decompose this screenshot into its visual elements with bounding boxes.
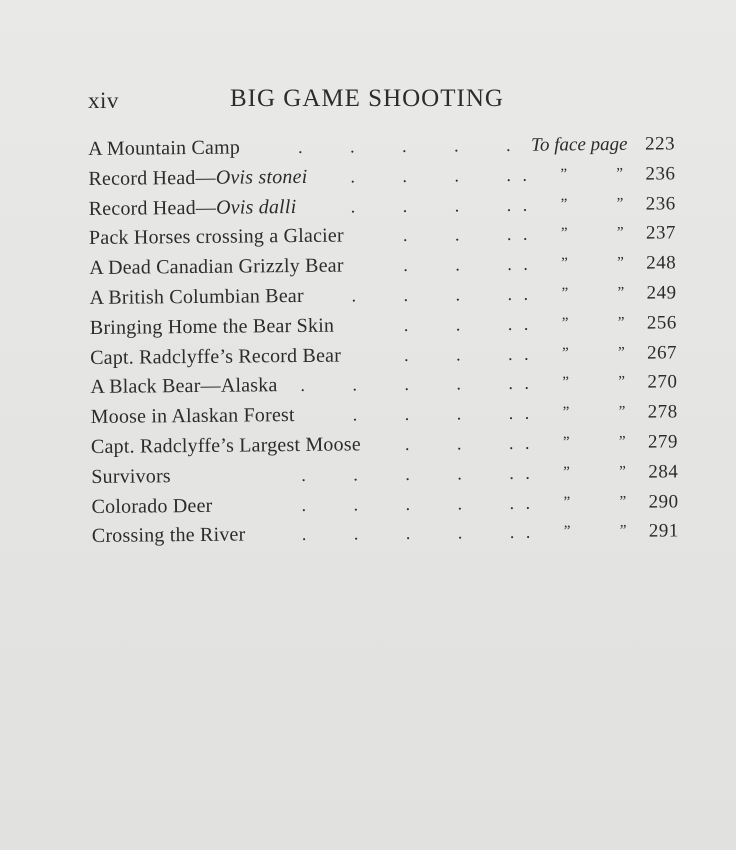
- ditto-mark: ”: [619, 493, 626, 510]
- ditto-mark: ”: [619, 463, 626, 480]
- leader-dot: .: [300, 375, 306, 396]
- leader-dot: .: [525, 462, 530, 483]
- leader-dot: .: [524, 402, 530, 423]
- plate-title: Capt. Radclyffe’s Record Bear: [90, 344, 342, 369]
- leader-dot: .: [454, 165, 459, 186]
- leader-dot: .: [507, 283, 513, 304]
- plate-title: Colorado Deer: [91, 494, 213, 518]
- leader-dot: .: [507, 254, 512, 275]
- page-number: 290: [648, 490, 679, 513]
- leader-dot: .: [524, 432, 530, 453]
- page-number: 236: [645, 163, 676, 185]
- leader-dot: .: [522, 194, 528, 215]
- ditto-mark: ”: [617, 284, 624, 301]
- leader-dot: .: [403, 255, 408, 276]
- page-number: 249: [646, 282, 677, 304]
- ditto-mark: ”: [616, 165, 623, 182]
- leader-dot: .: [403, 314, 409, 335]
- leader-dot: .: [525, 492, 531, 513]
- leader-dot: .: [455, 314, 461, 335]
- leader-dot: .: [454, 135, 459, 156]
- page-folio: xiv: [88, 88, 119, 113]
- plate-title: Crossing the River: [91, 523, 246, 548]
- leader-dot: .: [403, 284, 409, 305]
- ditto-mark: ”: [618, 433, 625, 450]
- leader-dot: .: [455, 284, 461, 305]
- leader-dot: .: [456, 373, 462, 394]
- ditto-mark: ”: [617, 255, 624, 272]
- plate-title: Capt. Radclyffe’s Largest Moose: [90, 433, 361, 458]
- page-number: 237: [645, 222, 677, 245]
- leader-dot: .: [404, 404, 410, 425]
- ditto-mark: ”: [561, 315, 568, 332]
- leader-dot: .: [506, 134, 511, 155]
- leader-dot: .: [405, 523, 411, 544]
- leader-dot: .: [454, 224, 460, 245]
- page-number: 248: [646, 252, 677, 274]
- leader-dot: .: [506, 194, 512, 215]
- leader-dot: .: [405, 463, 410, 484]
- leader-dot: .: [522, 224, 528, 245]
- list-item: [92, 516, 702, 552]
- page-number: 270: [647, 371, 678, 394]
- leader-dot: .: [350, 136, 355, 157]
- leader-dot: .: [524, 373, 529, 394]
- plate-title-italic: Ovis dalli: [215, 195, 297, 219]
- ditto-mark: ”: [617, 314, 624, 331]
- leader-dot: .: [509, 492, 515, 513]
- leader-dot: .: [353, 464, 358, 485]
- ditto-mark: ”: [562, 404, 569, 421]
- leader-dot: .: [352, 404, 358, 425]
- leader-dot: .: [350, 166, 356, 187]
- page-number: 223: [645, 133, 676, 155]
- leader-dot: .: [402, 225, 408, 246]
- running-head: BIG GAME SHOOTING: [230, 85, 504, 112]
- page-number: 278: [647, 401, 678, 423]
- leader-dot: .: [454, 195, 460, 216]
- leader-dot: .: [456, 433, 462, 454]
- ditto-mark: ”: [560, 196, 567, 213]
- leader-dot: .: [506, 164, 511, 185]
- plate-title: A Mountain Camp: [88, 136, 241, 160]
- plate-title: Pack Horses crossing a Glacier: [88, 224, 344, 250]
- page-number: 256: [646, 312, 677, 334]
- ditto-mark: ”: [563, 523, 570, 540]
- page-number: 291: [648, 520, 679, 542]
- ditto-mark: ”: [619, 523, 626, 540]
- leader-dot: .: [353, 493, 359, 515]
- leader-dot: .: [404, 344, 409, 365]
- leader-dot: .: [402, 195, 408, 216]
- leader-dot: .: [351, 285, 357, 306]
- leader-dot: .: [523, 283, 529, 304]
- plate-title: Bringing Home the Bear Skin: [89, 314, 335, 339]
- leader-dot: .: [509, 462, 514, 483]
- plate-title: A Dead Canadian Grizzly Bear: [89, 254, 344, 280]
- leader-dot: .: [402, 135, 407, 156]
- leader-dot: .: [298, 136, 303, 157]
- leader-dot: .: [402, 165, 408, 186]
- ditto-mark: ”: [618, 404, 625, 421]
- leader-dot: .: [508, 432, 514, 453]
- leader-dot: .: [301, 524, 307, 545]
- leader-dot: .: [507, 313, 513, 334]
- leader-dot: .: [523, 253, 528, 275]
- leader-dot: .: [301, 494, 307, 515]
- leader-dot: .: [455, 254, 460, 275]
- page-number: 236: [645, 192, 676, 215]
- plate-title: Record Head—Ovis stonei: [88, 165, 308, 190]
- leader-dot: .: [456, 344, 461, 365]
- list-of-illustrations: [88, 129, 702, 552]
- leader-dot: .: [301, 464, 306, 485]
- leader-dot: .: [457, 492, 463, 514]
- ditto-mark: ”: [561, 255, 568, 272]
- plate-title: Survivors: [91, 464, 171, 488]
- plate-title: A British Columbian Bear: [89, 284, 304, 309]
- leader-dot: .: [509, 522, 515, 543]
- leader-dot: .: [524, 343, 529, 364]
- plate-title-italic: Ovis stonei: [215, 165, 308, 189]
- page-number: 267: [647, 341, 678, 364]
- leader-dot: .: [350, 196, 356, 217]
- ditto-mark: ”: [616, 225, 623, 242]
- page-number: 284: [648, 461, 679, 483]
- to-face-page-label: To face page: [531, 133, 628, 156]
- ditto-mark: ”: [562, 374, 569, 391]
- leader-dot: .: [508, 403, 514, 424]
- ditto-mark: ”: [618, 344, 624, 361]
- leader-dot: .: [523, 313, 529, 334]
- ditto-mark: ”: [562, 344, 568, 362]
- leader-dot: .: [353, 523, 359, 544]
- leader-dot: .: [525, 522, 531, 543]
- plate-title: Moose in Alaskan Forest: [90, 404, 295, 429]
- leader-dot: .: [352, 374, 358, 395]
- leader-dot: .: [508, 343, 513, 364]
- leader-dot: .: [404, 374, 410, 395]
- ditto-mark: ”: [563, 493, 570, 511]
- leader-dot: .: [506, 224, 512, 245]
- ditto-mark: ”: [560, 166, 567, 183]
- ditto-mark: ”: [561, 285, 568, 302]
- ditto-mark: ”: [562, 434, 569, 451]
- plate-title: Record Head—Ovis dalli: [88, 195, 297, 220]
- leader-dot: .: [457, 522, 463, 543]
- ditto-mark: ”: [563, 464, 570, 481]
- plate-title: A Black Bear—Alaska: [90, 374, 278, 399]
- leader-dot: .: [522, 164, 527, 185]
- page-number: 279: [647, 431, 679, 453]
- leader-dot: .: [405, 493, 411, 514]
- ditto-mark: ”: [560, 225, 567, 242]
- leader-dot: .: [457, 463, 462, 484]
- leader-dot: .: [456, 403, 462, 424]
- ditto-mark: ”: [618, 374, 625, 391]
- ditto-mark: ”: [616, 195, 623, 212]
- leader-dot: .: [508, 373, 513, 394]
- leader-dot: .: [404, 433, 410, 454]
